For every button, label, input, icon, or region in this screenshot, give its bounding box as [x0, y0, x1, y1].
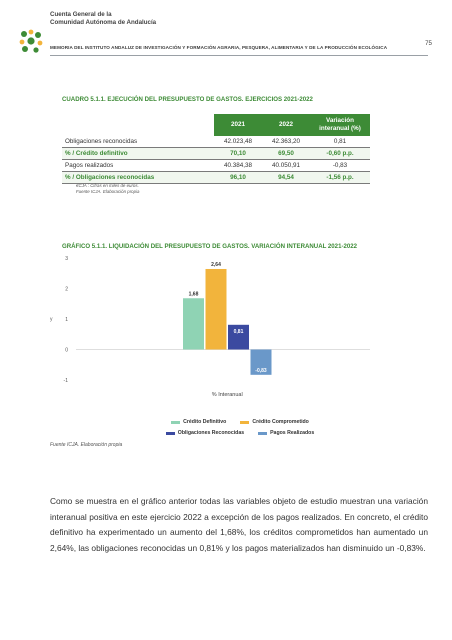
bar-data-label: -0,83: [255, 367, 267, 374]
table-row: [62, 160, 370, 172]
table-title: CUADRO 5.1.1. EJECUCIÓN DEL PRESUPUESTO DE GASTOS. EJERCICIOS 2021-2022: [62, 96, 313, 103]
body-paragraph: Como se muestra en el gráfico anterior todas las variables objeto de estudio muestran una variación interanual positiva en este ejercicio 2022 a excepción de los pagos realizados. En concreto, el crédito definitivo ha experimentado un aumento del 1,68%, los créditos comprometidos han aumentado un 2,64%, las obligaciones reconocidas un 0,81% y los pagos materializados han disminuido un -0,83%.: [50, 496, 428, 553]
bar-data-label: 2,64: [211, 261, 221, 268]
table-notes: [76, 183, 139, 195]
table-row: [62, 148, 370, 160]
legend-swatch: [258, 432, 267, 435]
chart-source: Fuente ICJA. Elaboración propia: [50, 442, 123, 448]
legend-label: Obligaciones Reconocidas: [177, 430, 245, 436]
cell-variacion: -0,60 p.p.: [310, 148, 370, 160]
y-tick-label: 1: [65, 317, 68, 323]
chart-legend: [140, 419, 340, 436]
legend-label: Pagos Realizados: [270, 430, 315, 436]
header-divider: [50, 55, 428, 56]
cell-2022: 69,50: [262, 148, 310, 160]
cell-2022: 94,54: [262, 172, 310, 184]
organization-name: [50, 11, 210, 27]
y-axis-label: y: [50, 316, 53, 323]
y-tick-label: 3: [65, 256, 68, 262]
junta-andalucia-logo: [18, 28, 44, 54]
cell-2021: 70,10: [214, 148, 262, 160]
table-row: [62, 172, 370, 184]
legend-item: [240, 419, 309, 425]
org-line-2: Comunidad Autónoma de Andalucía: [50, 19, 157, 26]
cell-2021: 96,10: [214, 172, 262, 184]
x-axis-label: % Interanual: [211, 392, 243, 398]
legend-swatch: [240, 421, 249, 424]
bar-crédito-comprometido: [206, 269, 227, 350]
table-note-units: €CJA : Cifras en miles de euros.: [76, 183, 139, 188]
variation-bar-chart: [50, 250, 380, 410]
row-label: % / Obligaciones reconocidas: [62, 172, 214, 184]
cell-2021: 40.384,38: [214, 160, 262, 172]
table-header-2021: 2021: [214, 114, 262, 136]
row-label: Pagos realizados: [62, 160, 214, 172]
row-label: % / Crédito definitivo: [62, 148, 214, 160]
cell-variacion: -0,83: [310, 160, 370, 172]
cell-2022: 42.363,20: [262, 136, 310, 148]
org-line-1: Cuenta General de la: [50, 11, 112, 18]
legend-label: Crédito Comprometido: [252, 419, 309, 425]
bar-data-label: 0,81: [233, 328, 244, 335]
table-header-variacion: Variación interanual (%): [310, 114, 370, 136]
legend-swatch: [166, 432, 175, 435]
table-header-row: [62, 114, 370, 136]
memoria-title: MEMORIA DEL INSTITUTO ANDALUZ DE INVESTIGACIÓN Y FORMACIÓN AGRARIA, PESQUERA, ALIMENTARIA Y DE LA PRODUCCIÓN ECOLÓGICA: [50, 45, 388, 50]
legend-item: [166, 430, 244, 436]
cell-variacion: 0,81: [310, 136, 370, 148]
y-tick-label: 0: [65, 347, 68, 354]
y-tick-label: 2: [65, 286, 68, 293]
table-header-blank: [62, 114, 214, 136]
table-note-source: Fuente IСJA. Elaboración propia: [76, 189, 140, 194]
y-tick-label: -1: [63, 378, 68, 384]
table-header-2022: 2022: [262, 114, 310, 136]
bar-crédito-definitivo: [183, 298, 204, 349]
table-row: [62, 136, 370, 148]
row-label: Obligaciones reconocidas: [62, 136, 214, 148]
bar-data-label: 1,68: [188, 291, 199, 298]
cell-2022: 40.050,91: [262, 160, 310, 172]
legend-item: [258, 430, 314, 436]
legend-label: Crédito Definitivo: [183, 419, 227, 425]
page-number: 75: [425, 40, 432, 47]
chart-title: GRÁFICO 5.1.1. LIQUIDACIÓN DEL PRESUPUESTO DE GASTOS. VARIACIÓN INTERANUAL 2021-2022: [62, 243, 358, 250]
budget-table: [62, 114, 370, 184]
cell-variacion: -1,56 p.p.: [310, 172, 370, 184]
cell-2021: 42.023,48: [214, 136, 262, 148]
legend-swatch: [171, 421, 180, 424]
legend-item: [171, 419, 226, 425]
